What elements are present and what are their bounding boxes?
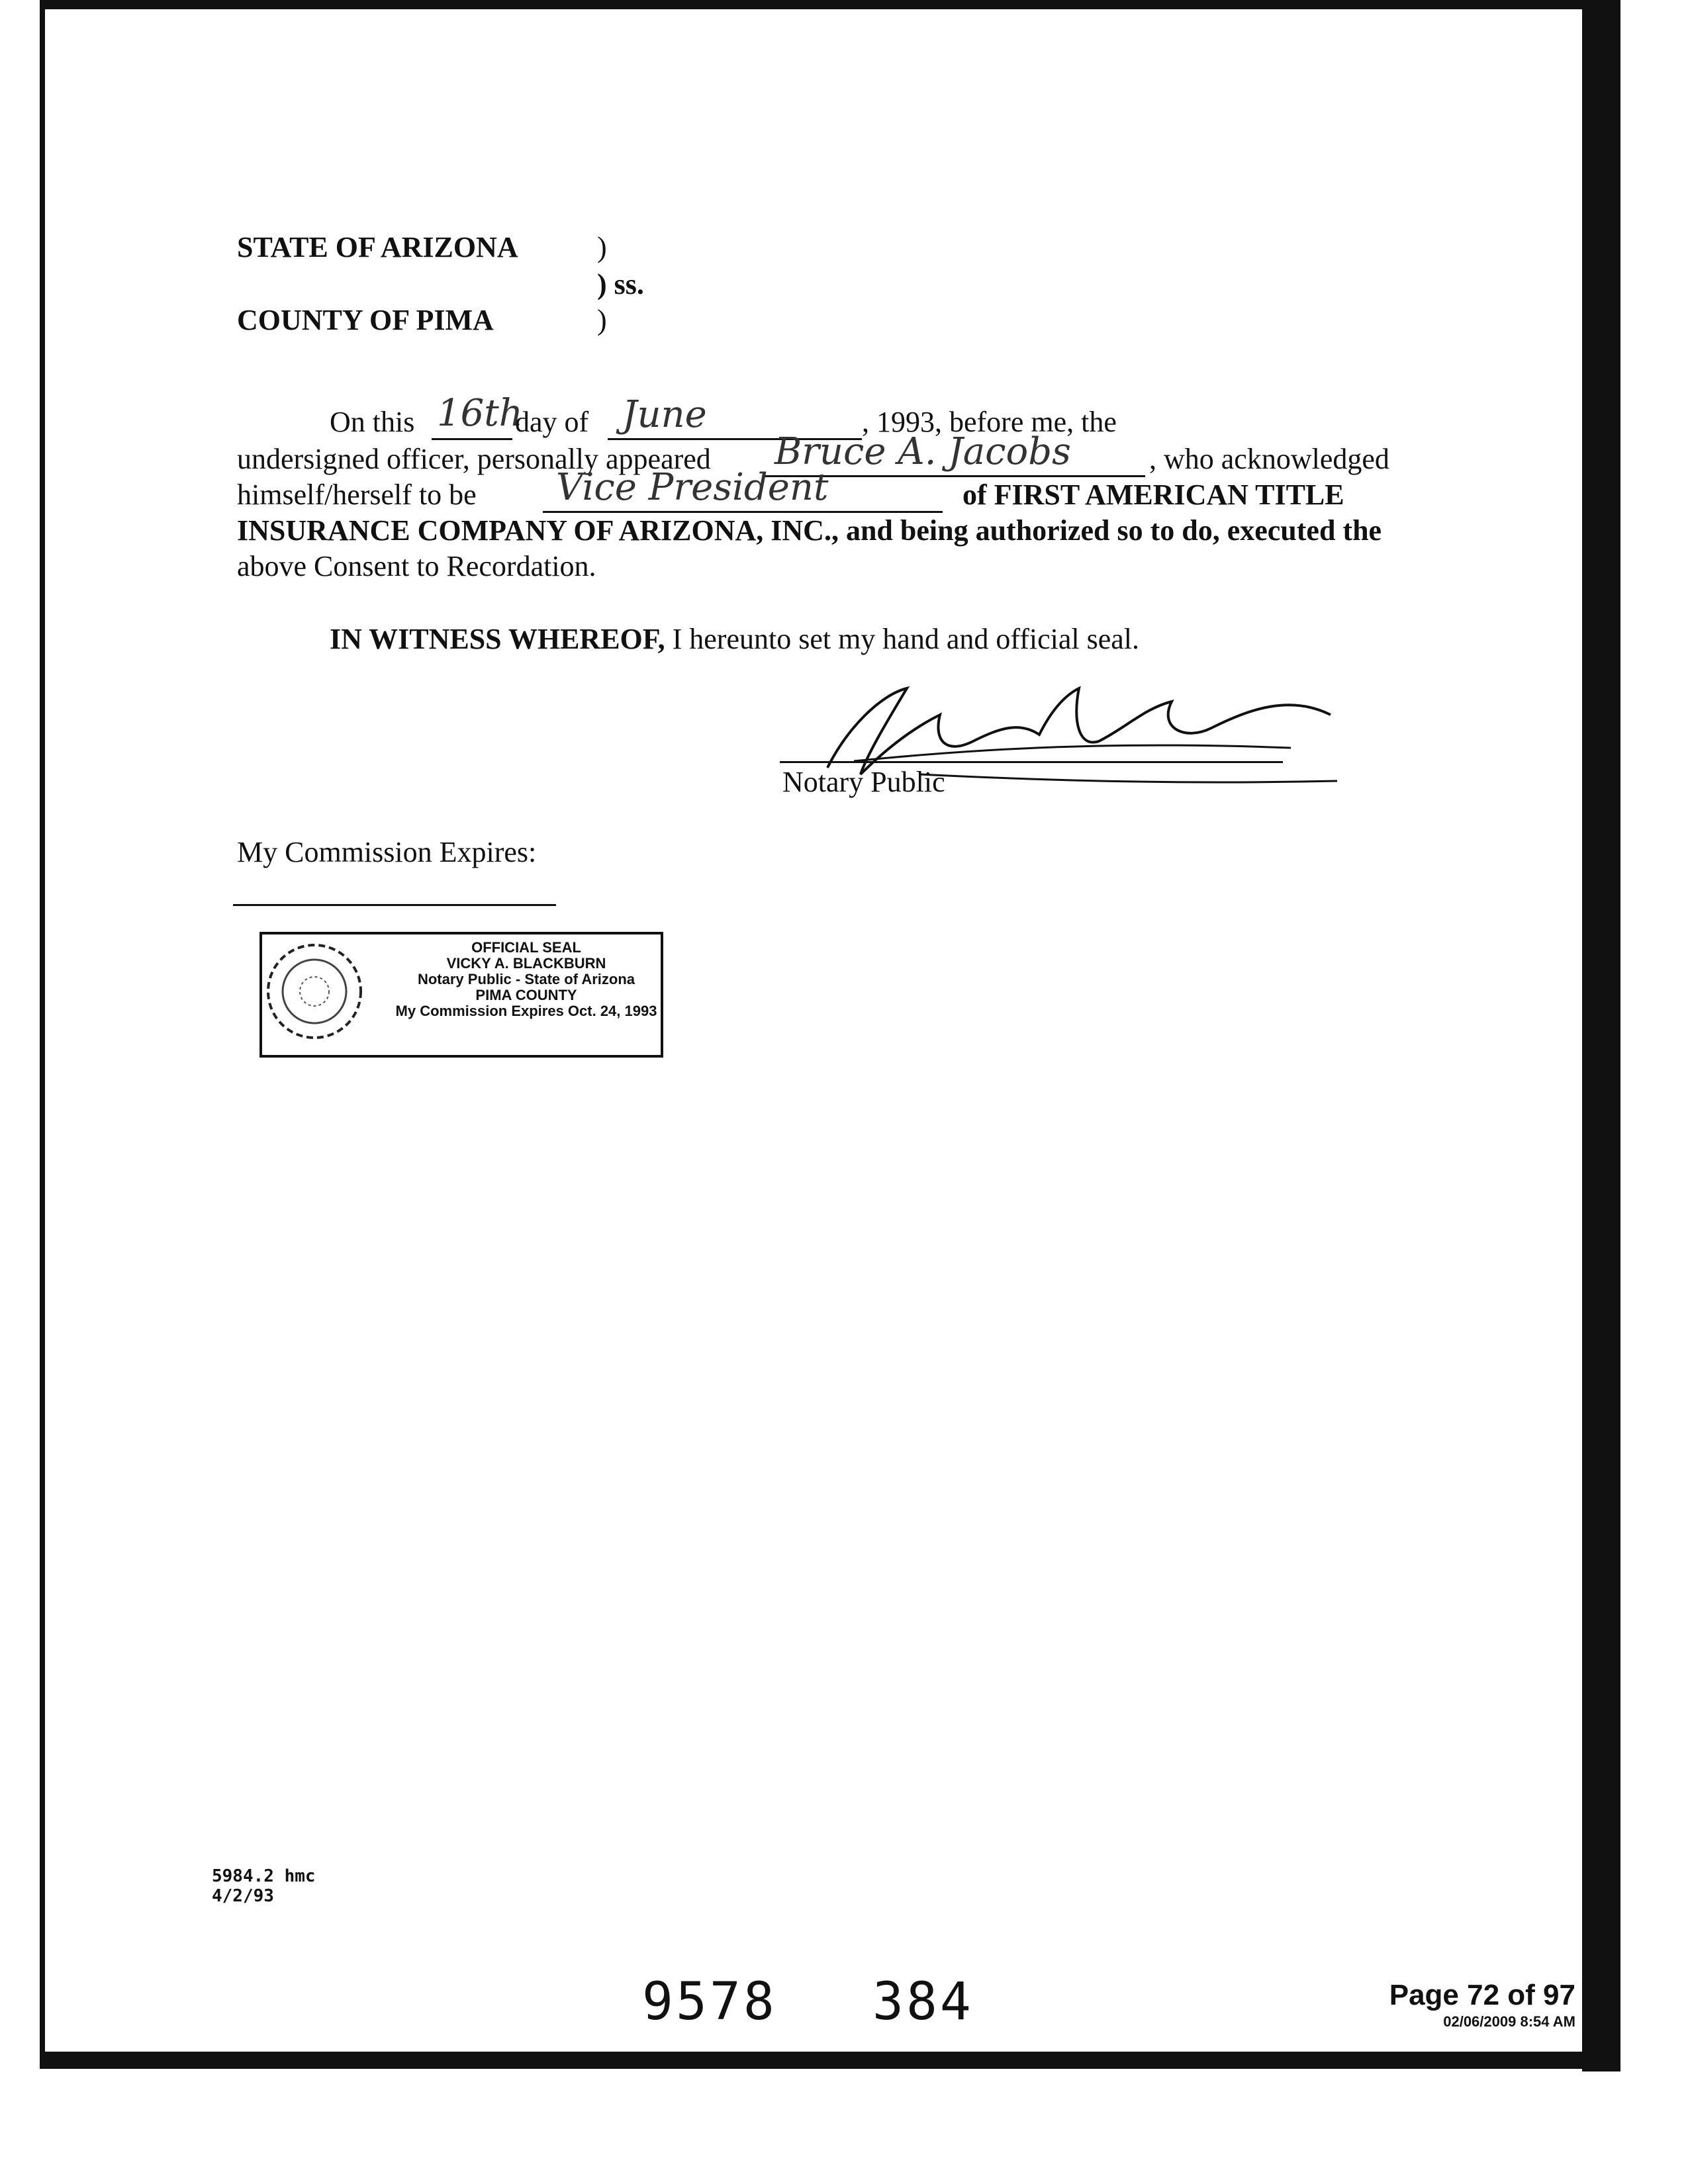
ack-day-of: day of — [515, 406, 589, 438]
venue-ss: ) ss. — [597, 268, 644, 300]
commission-blank-line — [233, 904, 556, 906]
page-border-left — [40, 0, 45, 2069]
ack-line2-end: , who acknowledged — [1149, 443, 1389, 475]
document-code-line2: 4/2/93 — [212, 1886, 274, 1906]
venue-paren-1: ) — [597, 231, 607, 263]
witness-bold: IN WITNESS WHEREOF, — [330, 623, 665, 655]
page-border-top — [40, 0, 1615, 9]
venue-state: STATE OF ARIZONA — [237, 231, 518, 263]
venue-county: COUNTY OF PIMA — [237, 304, 494, 336]
title-handwritten: Vice President — [556, 466, 829, 509]
recording-book-number: 9578 — [642, 1972, 777, 2032]
ack-line3-start: himself/herself to be — [237, 478, 477, 511]
document-code-line1: 5984.2 hmc — [212, 1866, 316, 1886]
ack-line2-start: undersigned officer, personally appeared — [237, 443, 711, 475]
name-handwritten: Bruce A. Jacobs — [774, 430, 1071, 473]
month-handwritten: June — [622, 393, 707, 436]
page-border-bottom — [40, 2052, 1620, 2069]
seal-line-1: OFFICIAL SEAL — [471, 939, 581, 956]
ack-line4: INSURANCE COMPANY OF ARIZONA, INC., and being authorized so to do, executed the — [237, 514, 1382, 547]
day-handwritten: 16th — [437, 392, 523, 435]
print-timestamp: 02/06/2009 8:54 AM — [1443, 2013, 1575, 2030]
day-blank-line — [432, 438, 512, 440]
page-border-right — [1582, 0, 1620, 2071]
ack-line5: above Consent to Recordation. — [237, 550, 596, 582]
witness-clause — [330, 622, 1139, 657]
ack-line3-end: of FIRST AMERICAN TITLE — [962, 478, 1344, 511]
notary-public-label: Notary Public — [782, 766, 945, 798]
witness-rest: I hereunto set my hand and official seal. — [665, 623, 1140, 655]
signature-line — [780, 761, 1283, 763]
seal-line-3: Notary Public - State of Arizona — [417, 971, 635, 987]
document-code — [212, 1866, 316, 1906]
seal-line-2: VICKY A. BLACKBURN — [446, 955, 606, 972]
title-blank-line — [543, 511, 943, 513]
commission-label: My Commission Expires: — [237, 836, 537, 868]
official-seal-text — [394, 940, 659, 1019]
state-seal-icon — [261, 938, 367, 1044]
seal-line-4: PIMA COUNTY — [475, 987, 577, 1003]
ack-on-this: On this — [330, 406, 415, 438]
venue-paren-3: ) — [597, 304, 607, 336]
ack-year: , 1993, before me, the — [862, 406, 1117, 438]
page-label: Page 72 of 97 — [1389, 1979, 1575, 2011]
seal-line-5: My Commission Expires Oct. 24, 1993 — [395, 1003, 657, 1019]
recording-page-number: 384 — [872, 1972, 974, 2032]
